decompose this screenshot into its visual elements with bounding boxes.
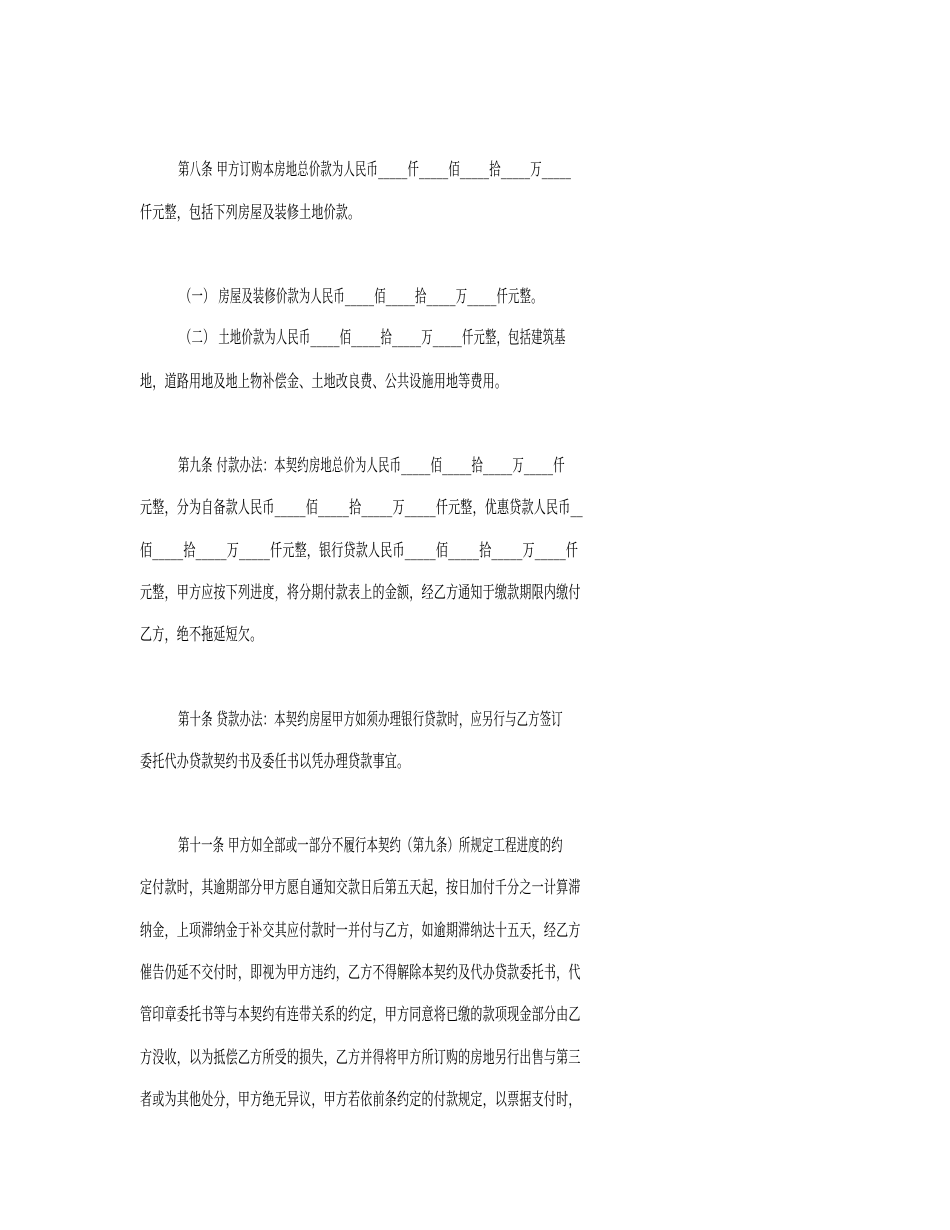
article-10-line-2: 委托代办贷款契约书及委任书以凭办理贷款事宜。 bbox=[140, 752, 410, 772]
article-11-line-7: 者或为其他处分，甲方绝无异议，甲方若依前条约定的付款规定，以票据支付时， bbox=[140, 1090, 581, 1110]
article-11-line-2: 定付款时，其逾期部分甲方愿自通知交款日后第五天起，按日加付千分之一计算滞 bbox=[140, 878, 581, 898]
article-8-line-2: 仟元整，包括下列房屋及装修土地价款。 bbox=[140, 203, 361, 223]
article-8-item-2-line-1: （二） 土地价款为人民币_____佰_____拾_____万_____仟元整，包括建筑基 bbox=[180, 328, 566, 348]
article-8-line-1: 第八条 甲方订购本房地总价款为人民币_____仟_____佰_____拾_____万_____ bbox=[178, 160, 572, 180]
article-11-line-4: 催告仍延不交付时，即视为甲方违约，乙方不得解除本契约及代办贷款委托书，代 bbox=[140, 963, 581, 983]
article-11-line-6: 方没收，以为抵偿乙方所受的损失，乙方并得将甲方所订购的房地另行出售与第三 bbox=[140, 1048, 581, 1068]
article-8-item-1: （一） 房屋及装修价款为人民币_____佰_____拾_____万_____仟元整。 bbox=[180, 287, 543, 307]
article-9-line-5: 乙方，绝不拖延短欠。 bbox=[140, 625, 263, 645]
article-9-line-3: 佰_____拾_____万_____仟元整，银行贷款人民币_____佰_____拾_____万_____仟 bbox=[140, 541, 579, 561]
article-9-line-2: 元整，分为自备款人民币_____佰_____拾_____万_____仟元整，优惠贷款人民币__ bbox=[140, 498, 583, 518]
article-8-item-2-line-2: 地，道路用地及地上物补偿金、土地改良费、公共设施用地等费用。 bbox=[140, 372, 508, 392]
article-10-line-1: 第十条 贷款办法：本契约房屋甲方如须办理银行贷款时，应另行与乙方签订 bbox=[178, 710, 563, 730]
article-11-line-5: 管印章委托书等与本契约有连带关系的约定，甲方同意将已缴的款项现金部分由乙 bbox=[140, 1005, 581, 1025]
article-9-line-4: 元整，甲方应按下列进度，将分期付款表上的金额，经乙方通知于缴款期限内缴付 bbox=[140, 583, 581, 603]
article-11-line-1: 第十一条 甲方如全部或一部分不履行本契约（第九条）所规定工程进度的约 bbox=[178, 836, 563, 856]
article-11-line-3: 纳金，上项滞纳金于补交其应付款时一并付与乙方，如逾期滞纳达十五天，经乙方 bbox=[140, 921, 581, 941]
article-9-line-1: 第九条 付款办法：本契约房地总价为人民币_____佰_____拾_____万_____仟 bbox=[178, 456, 565, 476]
